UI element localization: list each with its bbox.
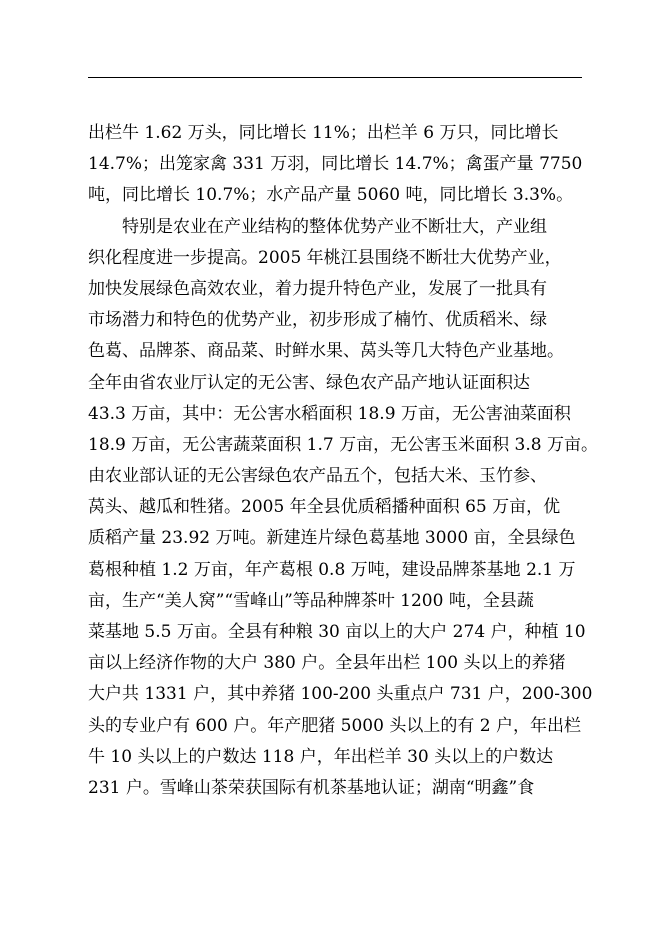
text-line: 出栏牛 1.62 万头，同比增长 11%；出栏羊 6 万只，同比增长 (88, 123, 559, 143)
text-line: 亩以上经济作物的大户 380 户。全县年出栏 100 头以上的养猪 (88, 653, 566, 674)
text-line: 吨，同比增长 10.7%；水产品产量 5060 吨，同比增长 3.3%。 (88, 185, 574, 206)
text-line: 18.9 万亩，无公害蔬菜面积 1.7 万亩，无公害玉米面积 3.8 万亩。 (88, 434, 598, 455)
text-line: 织化程度进一步提高。2005 年桃江县围绕不断壮大优势产业， (88, 247, 562, 268)
text-line: 全年由省农业厅认定的无公害、绿色农产品产地认证面积达 (88, 372, 530, 393)
text-line: 牛 10 头以上的户数达 118 户，年出栏羊 30 头以上的户数达 (88, 746, 554, 767)
text-line: 莴头、越瓜和牲猪。2005 年全县优质稻播种面积 65 万亩，优 (88, 497, 561, 518)
text-line: 43.3 万亩，其中：无公害水稻面积 18.9 万亩，无公害油菜面积 (88, 403, 571, 424)
text-line: 色葛、品牌茶、商品菜、时鲜水果、莴头等几大特色产业基地。 (88, 341, 564, 362)
text-line: 质稻产量 23.92 万吨。新建连片绿色葛基地 3000 亩，全县绿色 (88, 528, 576, 549)
text-line: 市场潜力和特色的优势产业，初步形成了楠竹、优质稻米、绿 (88, 310, 547, 331)
text-line: 加快发展绿色高效农业，着力提升特色产业，发展了一批具有 (88, 278, 547, 299)
text-line: 大户共 1331 户，其中养猪 100-200 头重点户 731 户，200-300 (88, 684, 593, 705)
body-text (88, 118, 608, 804)
text-line: 葛根种植 1.2 万亩，年产葛根 0.8 万吨，建设品牌茶基地 2.1 万 (88, 559, 576, 580)
text-line: 14.7%；出笼家禽 331 万羽，同比增长 14.7%；禽蛋产量 7750 (88, 154, 583, 175)
text-line: 亩，生产“美人窝”“雪峰山”等品种牌茶叶 1200 吨，全县蔬 (88, 590, 534, 611)
header-rule (88, 77, 582, 78)
text-line: 特别是农业在产业结构的整体优势产业不断壮大，产业组 (88, 216, 547, 237)
text-line: 由农业部认证的无公害绿色农产品五个，包括大米、玉竹参、 (88, 466, 547, 487)
text-line: 菜基地 5.5 万亩。全县有种粮 30 亩以上的大户 274 户，种植 10 (88, 622, 586, 642)
text-line: 231 户。雪峰山茶荣获国际有机茶基地认证；湖南“明鑫”食 (88, 777, 535, 798)
text-line: 头的专业户有 600 户。年产肥猪 5000 头以上的有 2 户，年出栏 (88, 715, 581, 736)
